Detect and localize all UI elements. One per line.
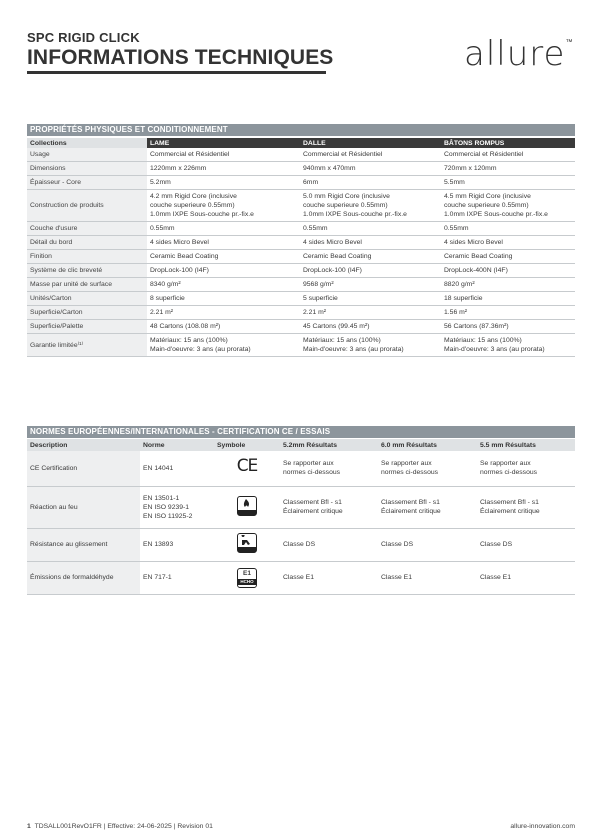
cell-value xyxy=(147,264,300,278)
result-cell xyxy=(477,451,575,486)
result-cell xyxy=(378,486,477,528)
symbol-cell xyxy=(214,451,280,486)
table-row xyxy=(27,561,575,594)
norme-cell xyxy=(140,451,214,486)
table-row xyxy=(27,528,575,561)
cell-value xyxy=(300,306,441,320)
cell-line: 2.21 m² xyxy=(150,309,174,316)
title-underline xyxy=(27,71,326,74)
table-row xyxy=(27,486,575,528)
table-row xyxy=(27,334,575,357)
result-cell xyxy=(378,528,477,561)
cell-line: EN ISO 9239-1 xyxy=(143,503,190,511)
cell-value xyxy=(147,190,300,222)
row-label: Superficie/Carton xyxy=(27,306,147,320)
cell-line: 0.55mm xyxy=(444,225,469,232)
cell-line: DropLock-100 (I4F) xyxy=(303,267,362,274)
cell-line: Se rapporter aux xyxy=(283,460,334,468)
row-label: Unités/Carton xyxy=(27,292,147,306)
symbol-cell xyxy=(214,528,280,561)
physical-properties-table xyxy=(27,138,575,357)
cell-value xyxy=(300,292,441,306)
result-cell xyxy=(378,451,477,486)
row-label: Masse par unité de surface xyxy=(27,278,147,292)
cell-value xyxy=(300,176,441,190)
result-cell xyxy=(280,486,378,528)
table-row xyxy=(27,162,575,176)
col-header: DALLE xyxy=(300,138,441,148)
cell-line: 5.2mm xyxy=(150,179,171,186)
cell-line: EN ISO 11925-2 xyxy=(143,512,193,520)
cell-value xyxy=(147,222,300,236)
row-label: CE Certification xyxy=(27,451,140,486)
cell-value xyxy=(441,292,575,306)
cell-line: 1.0mm IXPE Sous-couche pr.-fix.e xyxy=(150,211,254,218)
cell-line: normes ci-dessous xyxy=(381,469,439,477)
cell-value xyxy=(441,278,575,292)
cell-line: Ceramic Bead Coating xyxy=(150,253,219,260)
row-label: Système de clic breveté xyxy=(27,264,147,278)
cell-value xyxy=(300,264,441,278)
cell-value xyxy=(441,320,575,334)
cell-line: 940mm x 470mm xyxy=(303,165,356,172)
cell-value xyxy=(147,334,300,357)
cell-value xyxy=(147,162,300,176)
e1-icon xyxy=(237,568,257,588)
cell-line: Classement Bfl - s1 xyxy=(480,499,539,506)
cell-line: 8340 g/m² xyxy=(150,281,181,288)
cell-line: Classe DS xyxy=(480,541,513,548)
cell-line: 9568 g/m² xyxy=(303,281,334,288)
cell-line: Commercial et Résidentiel xyxy=(303,151,383,158)
cell-line: EN 13893 xyxy=(143,541,174,548)
result-cell xyxy=(378,561,477,594)
cell-value xyxy=(147,148,300,162)
footer-website[interactable]: allure-innovation.com xyxy=(510,823,575,830)
norms-section-heading: NORMES EUROPÉENNES/INTERNATIONALES - CERTIFICATION CE / ESSAIS xyxy=(27,426,575,438)
cell-value xyxy=(441,148,575,162)
footer-doc-info: 1 TDSALL001RevO1FR | Effective: 24-06-2025 | Revision 01 xyxy=(27,823,213,830)
cell-line: DropLock-400N (I4F) xyxy=(444,267,508,274)
result-cell xyxy=(477,486,575,528)
cell-line: couche superieure 0.55mm) xyxy=(150,202,235,209)
cell-value xyxy=(441,236,575,250)
cell-line: Éclairement critique xyxy=(283,508,343,515)
cell-line: Classement Bfl - s1 xyxy=(283,499,342,506)
cell-value xyxy=(300,334,441,357)
cell-line: Commercial et Résidentiel xyxy=(150,151,230,158)
col-header: BÂTONS ROMPUS xyxy=(441,138,575,148)
norme-cell xyxy=(140,561,214,594)
icon-footer-band xyxy=(238,547,256,552)
cell-line: Matériaux: 15 ans (100%) xyxy=(150,337,228,344)
row-label: Construction de produits xyxy=(27,190,147,222)
brand-logo: allure™ xyxy=(464,34,574,74)
cell-line: Classement Bfl - s1 xyxy=(381,499,440,506)
cell-line: 4 sides Micro Bevel xyxy=(150,239,209,246)
row-label: Garantie limitée⁽¹⁾ xyxy=(27,334,147,357)
cell-line: Classe E1 xyxy=(283,574,314,581)
cell-value xyxy=(147,236,300,250)
row-label: Superficie/Palette xyxy=(27,320,147,334)
row-label: Épaisseur - Core xyxy=(27,176,147,190)
cell-value xyxy=(147,292,300,306)
row-label: Détail du bord xyxy=(27,236,147,250)
cell-line: Main-d'oeuvre: 3 ans (au prorata) xyxy=(444,346,545,353)
cell-line: Main-d'oeuvre: 3 ans (au prorata) xyxy=(150,346,251,353)
cell-line: couche superieure 0.55mm) xyxy=(444,202,529,209)
cell-line: couche superieure 0.55mm) xyxy=(303,202,388,209)
cell-value xyxy=(441,222,575,236)
cell-line: Classe E1 xyxy=(480,574,511,581)
result-cell xyxy=(280,528,378,561)
cell-line: DropLock-100 (I4F) xyxy=(150,267,209,274)
cell-line: 5 superficie xyxy=(303,295,338,302)
cell-value xyxy=(147,250,300,264)
cell-value xyxy=(147,306,300,320)
row-label: Résistance au glissement xyxy=(27,528,140,561)
col-header: 5.5 mm Résultats xyxy=(477,439,575,451)
fire-icon xyxy=(237,496,257,516)
cell-line: 6mm xyxy=(303,179,319,186)
cell-line: EN 13501-1 xyxy=(143,494,180,502)
cell-line: 18 superficie xyxy=(444,295,483,302)
table-row xyxy=(27,148,575,162)
cell-line: Matériaux: 15 ans (100%) xyxy=(303,337,381,344)
result-cell xyxy=(280,451,378,486)
cell-value xyxy=(441,264,575,278)
ce-mark-icon: CE xyxy=(236,456,258,477)
row-label: Réaction au feu xyxy=(27,486,140,528)
col-header: Collections xyxy=(27,138,147,148)
cell-line: 0.55mm xyxy=(150,225,175,232)
document-title: INFORMATIONS TECHNIQUES xyxy=(27,46,334,69)
document-subtitle: SPC RIGID CLICK xyxy=(27,30,140,45)
row-label: Finition xyxy=(27,250,147,264)
col-header: Description xyxy=(27,439,140,451)
row-label: Émissions de formaldéhyde xyxy=(27,561,140,594)
cell-line: 4 sides Micro Bevel xyxy=(444,239,503,246)
table-row xyxy=(27,278,575,292)
cell-value xyxy=(300,250,441,264)
e1-label: E1 xyxy=(243,569,251,577)
cell-value xyxy=(300,162,441,176)
col-header: LAME xyxy=(147,138,300,148)
cell-line: EN 717-1 xyxy=(143,574,172,581)
symbol-cell xyxy=(214,486,280,528)
cell-line: Ceramic Bead Coating xyxy=(444,253,513,260)
cell-line: 1.0mm IXPE Sous-couche pr.-fix.e xyxy=(444,211,548,218)
table-row xyxy=(27,176,575,190)
row-label: Usage xyxy=(27,148,147,162)
table-row xyxy=(27,190,575,222)
cell-line: Éclairement critique xyxy=(381,508,441,515)
cell-line: 4.2 mm Rigid Core (inclusive xyxy=(150,193,237,200)
physical-section-heading: PROPRIÉTÉS PHYSIQUES ET CONDITIONNEMENT xyxy=(27,124,575,136)
cell-line: Classe DS xyxy=(381,541,414,548)
cell-line: 1.0mm IXPE Sous-couche pr.-fix.e xyxy=(303,211,407,218)
cell-line: 5.0 mm Rigid Core (inclusive xyxy=(303,193,390,200)
table-row xyxy=(27,451,575,486)
table-row xyxy=(27,306,575,320)
icon-footer-band xyxy=(238,510,256,515)
cell-line: Matériaux: 15 ans (100%) xyxy=(444,337,522,344)
cell-line: 2.21 m² xyxy=(303,309,327,316)
norms-table xyxy=(27,439,575,595)
cell-value xyxy=(300,190,441,222)
norme-cell xyxy=(140,486,214,528)
cell-line: 56 Cartons (87.36m²) xyxy=(444,323,509,330)
table-row xyxy=(27,320,575,334)
col-header: Norme xyxy=(140,439,214,451)
col-header: Symbole xyxy=(214,439,280,451)
cell-value xyxy=(147,320,300,334)
cell-line: 45 Cartons (99.45 m²) xyxy=(303,323,370,330)
row-label: Dimensions xyxy=(27,162,147,176)
cell-line: 8 superficie xyxy=(150,295,185,302)
cell-line: 4 sides Micro Bevel xyxy=(303,239,362,246)
cell-line: EN 14041 xyxy=(143,464,174,472)
cell-line: Éclairement critique xyxy=(480,508,540,515)
table-row xyxy=(27,222,575,236)
cell-value xyxy=(441,334,575,357)
symbol-cell xyxy=(214,561,280,594)
cell-value xyxy=(441,306,575,320)
cell-line: Se rapporter aux xyxy=(480,460,531,468)
cell-line: 5.5mm xyxy=(444,179,465,186)
col-header: 6.0 mm Résultats xyxy=(378,439,477,451)
cell-line: 48 Cartons (108.08 m²) xyxy=(150,323,221,330)
cell-value xyxy=(300,236,441,250)
slip-icon xyxy=(237,533,257,553)
cell-value xyxy=(147,278,300,292)
cell-value xyxy=(300,320,441,334)
col-header: 5.2mm Résultats xyxy=(280,439,378,451)
cell-value xyxy=(441,190,575,222)
cell-value xyxy=(441,176,575,190)
cell-line: 8820 g/m² xyxy=(444,281,475,288)
cell-line: Main-d'oeuvre: 3 ans (au prorata) xyxy=(303,346,404,353)
cell-value xyxy=(300,222,441,236)
cell-line: normes ci-dessous xyxy=(480,469,538,477)
table-row xyxy=(27,264,575,278)
table-row xyxy=(27,250,575,264)
cell-value xyxy=(300,278,441,292)
cell-line: Commercial et Résidentiel xyxy=(444,151,524,158)
table-row xyxy=(27,236,575,250)
cell-value xyxy=(300,148,441,162)
cell-line: Classe E1 xyxy=(381,574,412,581)
result-cell xyxy=(477,528,575,561)
cell-line: 0.55mm xyxy=(303,225,328,232)
cell-line: normes ci-dessous xyxy=(283,469,341,477)
table-row xyxy=(27,292,575,306)
result-cell xyxy=(280,561,378,594)
cell-line: 4.5 mm Rigid Core (inclusive xyxy=(444,193,531,200)
result-cell xyxy=(477,561,575,594)
row-label: Couche d'usure xyxy=(27,222,147,236)
cell-line: 720mm x 120mm xyxy=(444,165,497,172)
cell-line: 1.56 m² xyxy=(444,309,468,316)
cell-value xyxy=(441,250,575,264)
cell-line: 1220mm x 226mm xyxy=(150,165,207,172)
cell-line: Se rapporter aux xyxy=(381,460,432,468)
cell-line: Ceramic Bead Coating xyxy=(303,253,372,260)
cell-value xyxy=(147,176,300,190)
hcho-label: HCHO xyxy=(238,579,256,585)
norme-cell xyxy=(140,528,214,561)
cell-line: Classe DS xyxy=(283,541,316,548)
cell-value xyxy=(441,162,575,176)
